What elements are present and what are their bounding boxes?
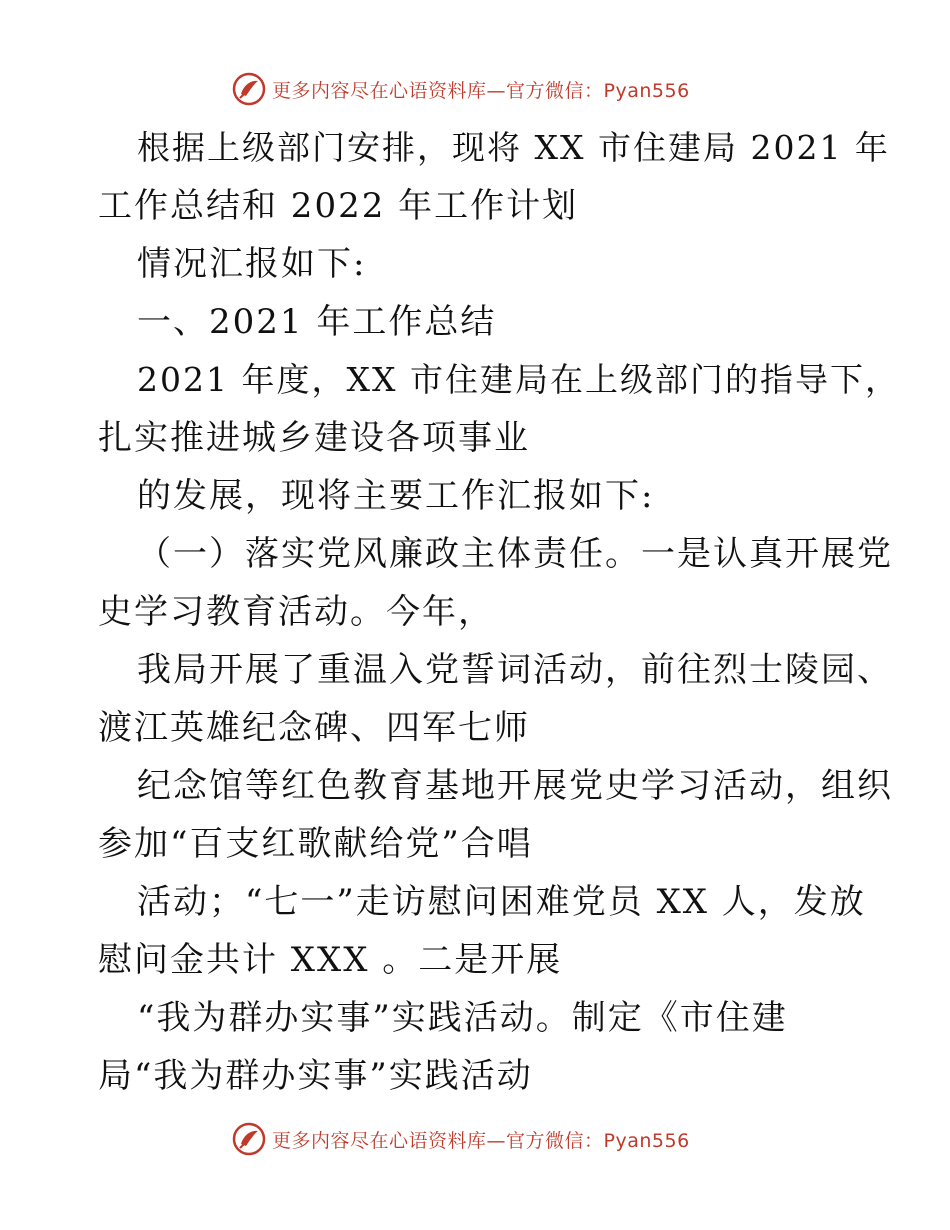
paragraph-line: 慰问金共计 XXX 。二是开展 (98, 940, 563, 980)
paragraph-line: 工作总结和 2022 年工作计划 (98, 186, 579, 226)
paragraph-line: 渡江英雄纪念碑、四军七师 (98, 708, 530, 748)
paragraph-line: 活动；“七一”走访慰问困难党员 XX 人，发放 (137, 882, 866, 922)
paragraph-line: 的发展，现将主要工作汇报如下: (137, 476, 655, 516)
brand-logo-icon (232, 1122, 266, 1156)
watermark-text: 更多内容尽在心语资料库—官方微信：Pyan556 (272, 79, 690, 102)
section-heading: 一、2021 年工作总结 (137, 302, 497, 342)
paragraph-line: 2021 年度，XX 市住建局在上级部门的指导下， (137, 360, 900, 399)
paragraph-line: 参加“百支红歌献给党”合唱 (98, 824, 533, 864)
paragraph-line: 扎实推进城乡建设各项事业 (98, 418, 530, 458)
paragraph-line: 局“我为群办实事”实践活动 (98, 1056, 533, 1096)
watermark-text: 更多内容尽在心语资料库—官方微信：Pyan556 (272, 1129, 690, 1152)
paragraph-line: 史学习教育活动。今年， (98, 592, 494, 632)
paragraph-line: 根据上级部门安排，现将 XX 市住建局 2021 年 (137, 128, 890, 167)
paragraph-line: （一）落实党风廉政主体责任。一是认真开展党 (137, 534, 893, 574)
watermark-banner-bottom (232, 1122, 752, 1156)
paragraph-line: 我局开展了重温入党誓词活动，前往烈士陵园、 (137, 650, 893, 690)
paragraph-line: 纪念馆等红色教育基地开展党史学习活动，组织 (137, 766, 893, 806)
paragraph-line: “我为群办实事”实践活动。制定《市住建 (137, 998, 788, 1038)
paragraph-line: 情况汇报如下: (137, 244, 367, 284)
